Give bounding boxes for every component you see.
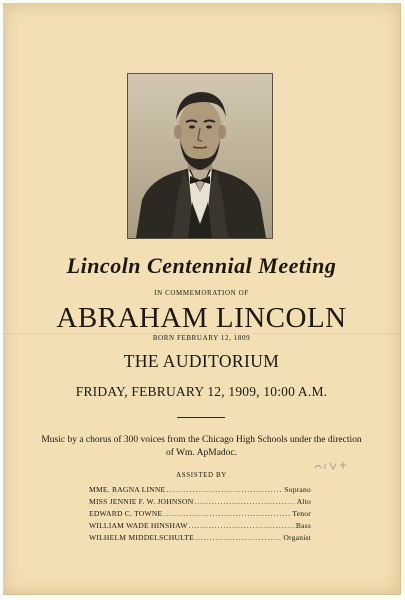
performer-name: MISS JENNIE F. W. JOHNSON (89, 497, 194, 506)
performer-row (89, 485, 311, 497)
performer-row (89, 497, 311, 509)
program-sheet (3, 3, 401, 595)
meeting-title: Lincoln Centennial Meeting (66, 253, 337, 278)
honoree-name: ABRAHAM LINCOLN (56, 302, 347, 334)
venue-heading: THE AUDITORIUM (123, 351, 280, 371)
performer-name: MME. RAGNA LINNE (89, 485, 166, 494)
performer-part: Organist (283, 533, 311, 542)
dot-leader (189, 521, 295, 530)
performer-row (89, 533, 311, 545)
dot-leader (195, 533, 282, 542)
performer-list (89, 485, 311, 545)
event-date: FRIDAY, FEBRUARY 12, 1909, 10:00 A.M. (75, 384, 328, 399)
performer-part: Soprano (284, 485, 311, 494)
performer-name: WILHELM MIDDELSCHULTE (89, 533, 194, 542)
performer-name: WILLIAM WADE HINSHAW (89, 521, 188, 530)
dot-leader (194, 497, 295, 506)
performer-row (89, 521, 311, 533)
lincoln-portrait (127, 73, 273, 239)
assisted-by-label: ASSISTED BY (176, 471, 227, 479)
birth-date: BORN FEBRUARY 12, 1809 (152, 334, 251, 342)
commemoration-label: IN COMMEMORATION OF (154, 289, 249, 297)
dot-leader (163, 509, 291, 518)
music-note: Music by a chorus of 300 voices from the Chicago High Schools under the direction of Wm. ApMadoc. (41, 435, 362, 458)
divider (177, 417, 225, 418)
performer-name: EDWARD C. TOWNE (89, 509, 163, 518)
performer-part: Bass (295, 521, 311, 530)
performer-row (89, 509, 311, 521)
performer-part: Tenor (292, 509, 311, 518)
dot-leader (166, 485, 283, 494)
performer-part: Alto (296, 497, 311, 506)
pencil-mark (314, 460, 348, 472)
